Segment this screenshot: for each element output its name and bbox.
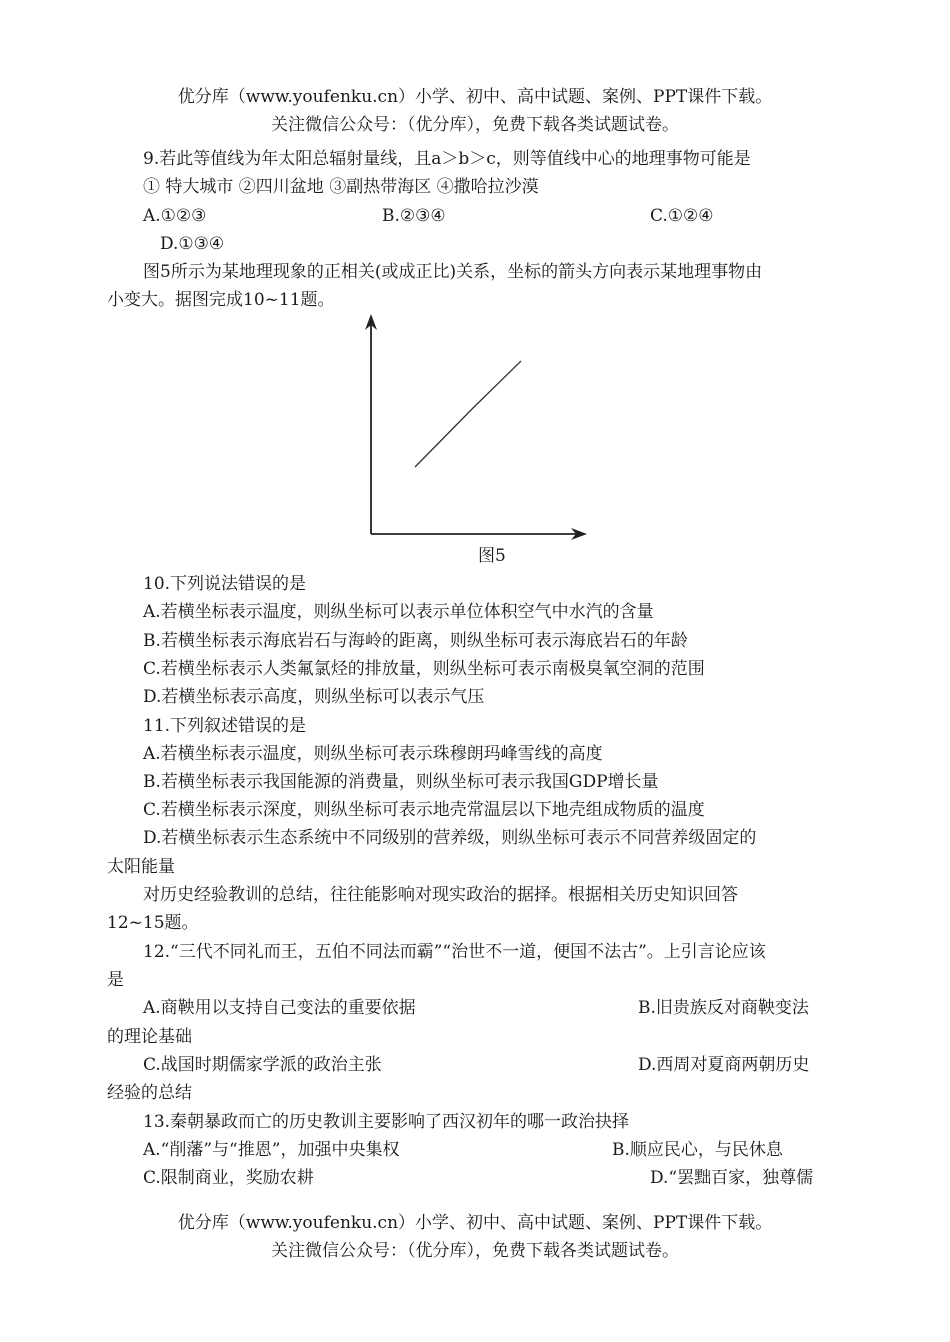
q12-option-d-line-1: D.西周对夏商两朝历史 — [638, 1055, 810, 1075]
q10-option-d: D.若横坐标表示高度，则纵坐标可以表示气压 — [143, 687, 485, 707]
q9-stem: 9.若此等值线为年太阳总辐射量线，且a＞b＞c，则等值线中心的地理事物可能是 — [143, 149, 751, 169]
q11-option-a: A.若横坐标表示温度，则纵坐标可表示珠穆朗玛峰雪线的高度 — [143, 744, 603, 764]
q13-option-b: B.顺应民心，与民休息 — [612, 1140, 783, 1160]
q12-stem-line-2: 是 — [107, 970, 124, 990]
q12-option-a: A.商鞅用以支持自己变法的重要依据 — [143, 998, 416, 1018]
q12-option-b-line-1: B.旧贵族反对商鞅变法 — [638, 998, 809, 1018]
header-line-2: 关注微信公众号：（优分库），免费下载各类试题试卷。 — [271, 115, 679, 135]
q11-option-b: B.若横坐标表示我国能源的消费量，则纵坐标可表示我国GDP增长量 — [143, 772, 659, 792]
q10-option-a: A.若横坐标表示温度，则纵坐标可以表示单位体积空气中水汽的含量 — [143, 602, 654, 622]
q12-stem-line-1: 12.“三代不同礼而王，五伯不同法而霸”“治世不一道，便国不法古”。上引言论应该 — [143, 942, 766, 962]
q12-option-d-line-2: 经验的总结 — [107, 1083, 192, 1103]
footer-line-2: 关注微信公众号：（优分库），免费下载各类试题试卷。 — [271, 1241, 679, 1261]
figure-caption: 图5 — [478, 546, 506, 566]
q9-option-a: A.①②③ — [143, 206, 207, 226]
q10-option-b: B.若横坐标表示海底岩石与海岭的距离，则纵坐标可表示海底岩石的年龄 — [143, 631, 688, 651]
q13-option-c: C.限制商业，奖励农耕 — [143, 1168, 314, 1188]
q9-option-b: B.②③④ — [382, 206, 446, 226]
history-intro-line-1: 对历史经验教训的总结，往往能影响对现实政治的据择。根据相关历史知识回答 — [143, 885, 738, 905]
q10-option-c: C.若横坐标表示人类氟氯烃的排放量，则纵坐标可表示南极臭氧空洞的范围 — [143, 659, 705, 679]
q12-option-c: C.战国时期儒家学派的政治主张 — [143, 1055, 382, 1075]
q9-option-c: C.①②④ — [650, 206, 714, 226]
figure-intro-line-2: 小变大。据图完成10~11题。 — [107, 290, 335, 310]
q13-stem: 13.秦朝暴政而亡的历史教训主要影响了西汉初年的哪一政治抉择 — [143, 1112, 630, 1132]
q10-stem: 10.下列说法错误的是 — [143, 574, 307, 594]
q11-option-d-line-1: D.若横坐标表示生态系统中不同级别的营养级，则纵坐标可表示不同营养级固定的 — [143, 828, 757, 848]
figure-5-graph — [355, 312, 595, 548]
q13-option-a: A.“削藩”与“推恩”，加强中央集权 — [143, 1140, 400, 1160]
header-line-1: 优分库（www.youfenku.cn）小学、初中、高中试题、案例、PPT课件下载。 — [177, 87, 773, 107]
q11-option-d-line-2: 太阳能量 — [107, 857, 175, 877]
q11-stem: 11.下列叙述错误的是 — [143, 716, 307, 736]
figure-intro-line-1: 图5所示为某地理现象的正相关(或成正比)关系，坐标的箭头方向表示某地理事物由 — [143, 262, 763, 282]
history-intro-line-2: 12~15题。 — [107, 913, 199, 933]
q11-option-c: C.若横坐标表示深度，则纵坐标可表示地壳常温层以下地壳组成物质的温度 — [143, 800, 705, 820]
footer-line-1: 优分库（www.youfenku.cn）小学、初中、高中试题、案例、PPT课件下载。 — [177, 1213, 773, 1233]
q9-items: ① 特大城市 ②四川盆地 ③副热带海区 ④撒哈拉沙漠 — [143, 177, 539, 197]
correlation-line — [415, 361, 521, 467]
q12-option-b-line-2: 的理论基础 — [107, 1027, 192, 1047]
q9-option-d: D.①③④ — [160, 234, 225, 254]
q13-option-d: D.“罢黜百家，独尊儒 — [650, 1168, 814, 1188]
